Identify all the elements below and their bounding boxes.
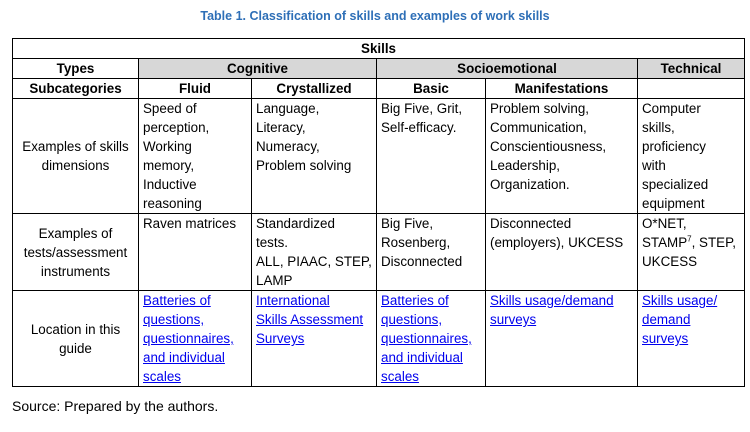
cell-text-line <box>642 233 740 252</box>
cell-location-manifestations <box>486 291 638 387</box>
cell-text-line: demand <box>642 312 691 327</box>
cell-text-line: Organization. <box>490 177 570 192</box>
cell-text-line: Batteries of <box>143 293 211 308</box>
cell-text-line: memory, <box>143 158 195 173</box>
table-row-location <box>13 291 745 387</box>
cell-text-line: specialized <box>642 177 709 192</box>
cognitive-header: Cognitive <box>139 59 377 79</box>
skills-table <box>12 38 745 387</box>
cell-text-line: Disconnected <box>490 216 572 231</box>
crystallized-header: Crystallized <box>252 79 377 99</box>
row-label-line: Examples of skills <box>22 139 129 154</box>
cell-text-line: instruments <box>40 263 111 279</box>
cell-text-line: ALL, PIAAC, STEP, <box>256 254 372 269</box>
link-batteries-of-questions-basic[interactable] <box>381 291 481 386</box>
cell-text-line: tests/assessment <box>23 244 128 260</box>
skills-header: Skills <box>13 39 745 59</box>
socioemotional-header: Socioemotional <box>377 59 638 79</box>
source-note: Source: Prepared by the authors. <box>12 398 219 414</box>
row-label-line: dimensions <box>41 158 110 173</box>
cell-dimensions-fluid <box>139 99 252 214</box>
cell-tests-technical <box>638 214 745 291</box>
cell-text-line: Literacy, <box>256 120 306 135</box>
cell-text-line: reasoning <box>143 196 202 211</box>
cell-tests-manifestations <box>486 214 638 291</box>
cell-text-line: Conscientiousness, <box>490 139 607 154</box>
cell-text-line: International <box>256 293 330 308</box>
fluid-header: Fluid <box>139 79 252 99</box>
cell-text-line: perception, <box>143 120 210 135</box>
cell-text-line: Communication, <box>490 120 587 135</box>
cell-dimensions-basic <box>377 99 486 214</box>
cell-text-line: Rosenberg, <box>381 235 451 250</box>
cell-text-line: Language, <box>256 101 320 116</box>
manifestations-header: Manifestations <box>486 79 638 99</box>
cell-text-line: Skills Assessment <box>256 312 364 327</box>
cell-text-line: UKCESS <box>642 254 698 269</box>
cell-tests-basic <box>377 214 486 291</box>
cell-text-line: O*NET, <box>642 216 687 231</box>
cell-text-line: Big Five, <box>381 216 434 231</box>
footnote-marker: 7 <box>687 234 692 244</box>
cell-text-line: Location in this <box>30 321 121 337</box>
cell-text-line: surveys <box>642 331 689 346</box>
header-row-skills <box>13 39 745 59</box>
row-label-location <box>13 291 139 387</box>
cell-text-line: Self-efficacy. <box>381 120 457 135</box>
cell-text-line: guide <box>59 340 92 356</box>
cell-text-line: proficiency <box>642 139 707 154</box>
cell-text-line: Skills usage/ <box>642 293 718 308</box>
cell-text-line: questionnaires, <box>143 331 234 346</box>
cell-text-line: Problem solving <box>256 158 352 173</box>
cell-text-line: equipment <box>642 196 705 211</box>
cell-text-line: scales <box>143 369 181 384</box>
cell-text-line: Disconnected <box>381 254 463 269</box>
cell-text-line: questionnaires, <box>381 331 472 346</box>
cell-text-line: Numeracy, <box>256 139 320 154</box>
cell-text-line: Skills usage/demand <box>490 293 614 308</box>
cell-text-line: Leadership, <box>490 158 560 173</box>
cell-text-line: skills, <box>642 120 675 135</box>
cell-text-line: questions, <box>381 312 443 327</box>
cell-tests-fluid <box>139 214 252 291</box>
cell-location-basic <box>377 291 486 387</box>
cell-location-crystallized <box>252 291 377 387</box>
cell-text-line: Computer <box>642 101 701 116</box>
cell-text-line: Speed of <box>143 101 197 116</box>
basic-header: Basic <box>377 79 486 99</box>
row-label-tests <box>13 214 139 291</box>
cell-text-line: Surveys <box>256 331 305 346</box>
cell-text-line: Batteries of <box>381 293 449 308</box>
cell-text-fragment: , STEP, <box>691 235 737 250</box>
cell-text-line: scales <box>381 369 419 384</box>
cell-text-line: and individual <box>143 350 225 365</box>
header-row-types <box>13 59 745 79</box>
row-label-dimensions <box>13 99 139 214</box>
cell-text-line: Examples of <box>38 225 113 241</box>
cell-text-line: Problem solving, <box>490 101 589 116</box>
link-skills-usage-demand-surveys[interactable] <box>490 291 633 329</box>
link-international-skills-assessment-surveys[interactable] <box>256 291 372 348</box>
cell-text-line: questions, <box>143 312 205 327</box>
header-row-subcategories <box>13 79 745 99</box>
cell-text-line: (employers), UKCESS <box>490 235 624 250</box>
cell-text-line: tests. <box>256 235 288 250</box>
cell-dimensions-technical <box>638 99 745 214</box>
cell-text-line: Standardized <box>256 216 335 231</box>
table-row-tests <box>13 214 745 291</box>
cell-dimensions-crystallized <box>252 99 377 214</box>
cell-text-line: Working <box>143 139 192 154</box>
cell-text-line: LAMP <box>256 273 293 288</box>
cell-text-line: Big Five, Grit, <box>381 101 463 116</box>
cell-text-line: Raven matrices <box>143 216 237 231</box>
cell-location-technical <box>638 291 745 387</box>
technical-subcategory-empty <box>638 79 745 99</box>
subcategories-header: Subcategories <box>13 79 139 99</box>
table-row-dimensions <box>13 99 745 214</box>
cell-tests-crystallized <box>252 214 377 291</box>
table-caption: Table 1. Classification of skills and examples of work skills <box>200 9 550 23</box>
technical-header: Technical <box>638 59 745 79</box>
cell-dimensions-manifestations <box>486 99 638 214</box>
cell-text-line: surveys <box>490 312 537 327</box>
cell-location-fluid <box>139 291 252 387</box>
link-skills-usage-demand-surveys-technical[interactable] <box>642 291 740 348</box>
types-header: Types <box>13 59 139 79</box>
link-batteries-of-questions-fluid[interactable] <box>143 291 247 386</box>
cell-text-fragment: STAMP <box>642 235 688 250</box>
cell-text-line: and individual <box>381 350 463 365</box>
cell-text-line: with <box>642 158 666 173</box>
cell-text-line: Inductive <box>143 177 197 192</box>
